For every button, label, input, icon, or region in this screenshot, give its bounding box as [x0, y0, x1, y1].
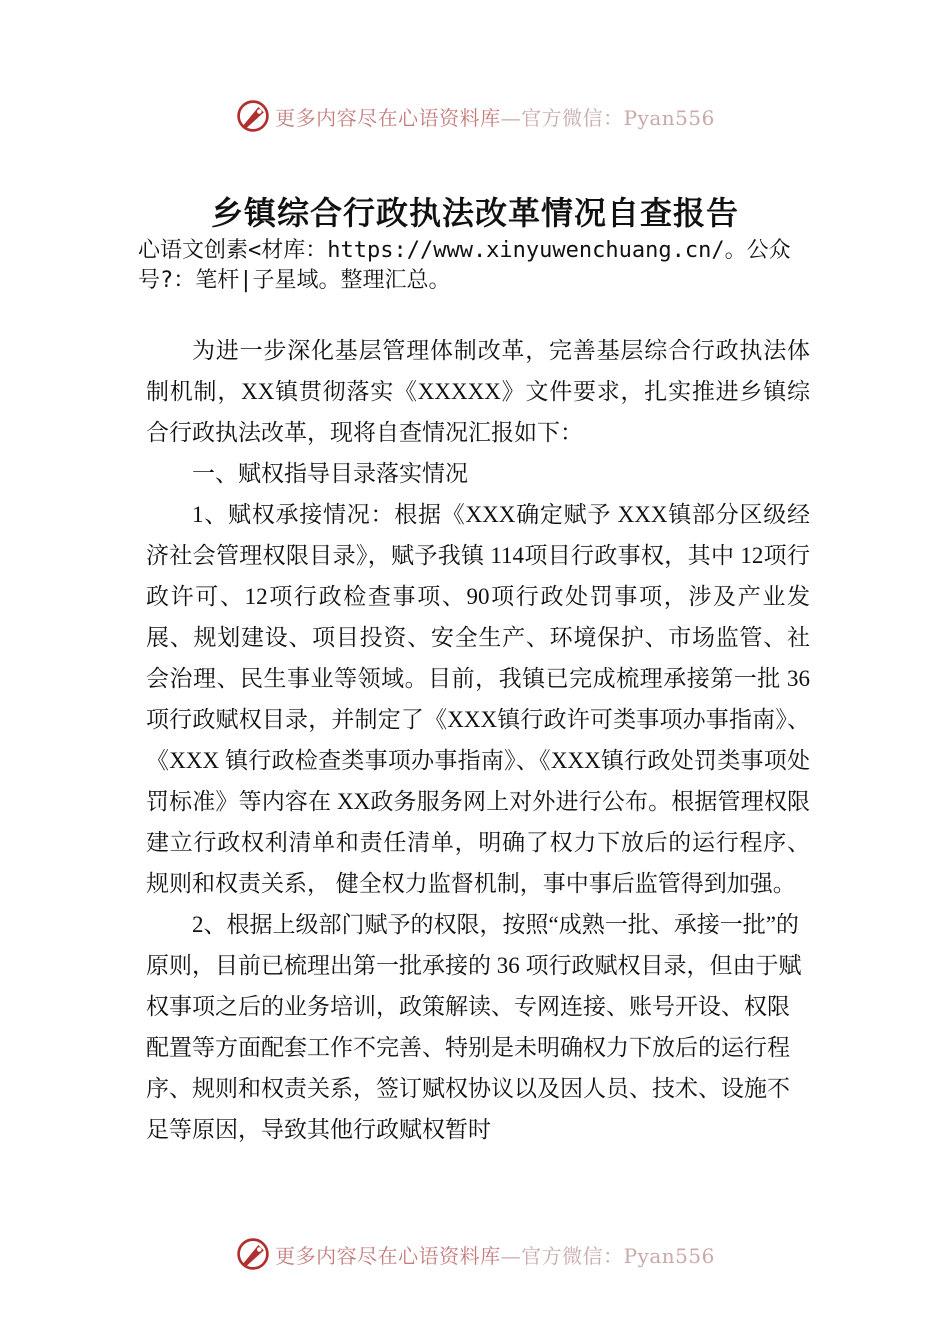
pen-nib-circle-icon — [235, 1236, 271, 1272]
banner-prefix: 更多内容尽在心语资料库 — [275, 105, 501, 130]
banner-text — [275, 1240, 715, 1269]
paragraph-item-2: 2、根据上级部门赋予的权限，按照“成熟一批、承接一批”的原则，目前已梳理出第一批承接的 36 项行政赋权目录，但由于赋权事项之后的业务培训，政策解读、专网连接、账号开设、权限配置等方面配套工作不完善、特别是未明确权力下放后的运行程序、规则和权责关系，签订赋权协议以及因人员、技术、设施不足等原因，导致其他行政赋权暂时 — [146, 912, 802, 1142]
section-heading: 一、赋权指导目录落实情况 — [192, 461, 468, 486]
paragraph-item-1: 1、赋权承接情况：根据《XXX确定赋予 XXX镇部分区级经济社会管理权限目录》，赋予我镇 114项目行政事权，其中 12项行政许可、12项行政检查事项、90项行政处罚事项，涉及产业发展、规划建设、项目投资、安全生产、环境保护、市场监管、社会治理、民生事业等领域。目前，我镇已完成梳理承接第一批 36项行政赋权目录，并制定了《XXX镇行政许可类事项办事指南》、《XXX 镇行政检查类事项办事指南》、《XXX镇行政处罚类事项处罚标准》等内容在 XX政务服务网上对外进行公布。根据管理权限建立行政权利清单和责任清单，明确了权力下放后的运行程序、规则和权责关系， 健全权力监督机制，事中事后监管得到加强。 — [146, 502, 810, 896]
document-title: 乡镇综合行政执法改革情况自查报告 — [210, 194, 739, 232]
paragraph-intro: 为进一步深化基层管理体制改革，完善基层综合行政执法体制机制，XX镇贯彻落实《XXXXX》文件要求，扎实推进乡镇综合行政执法改革，现将自查情况汇报如下： — [146, 338, 810, 445]
source-line: 心语文创素<材库：https://www.xinyuwenchuang.cn/。公众号?：笔杆|子星域。整理汇总。 — [138, 238, 791, 293]
header-banner[interactable] — [0, 96, 950, 136]
document-body — [146, 330, 810, 1150]
banner-suffix: —官方微信：Pyan556 — [500, 1243, 715, 1268]
banner-prefix: 更多内容尽在心语资料库 — [275, 1243, 501, 1268]
banner-suffix: —官方微信：Pyan556 — [500, 105, 715, 130]
pen-nib-circle-icon — [235, 98, 271, 134]
footer-banner[interactable] — [0, 1234, 950, 1274]
banner-text — [275, 102, 715, 131]
